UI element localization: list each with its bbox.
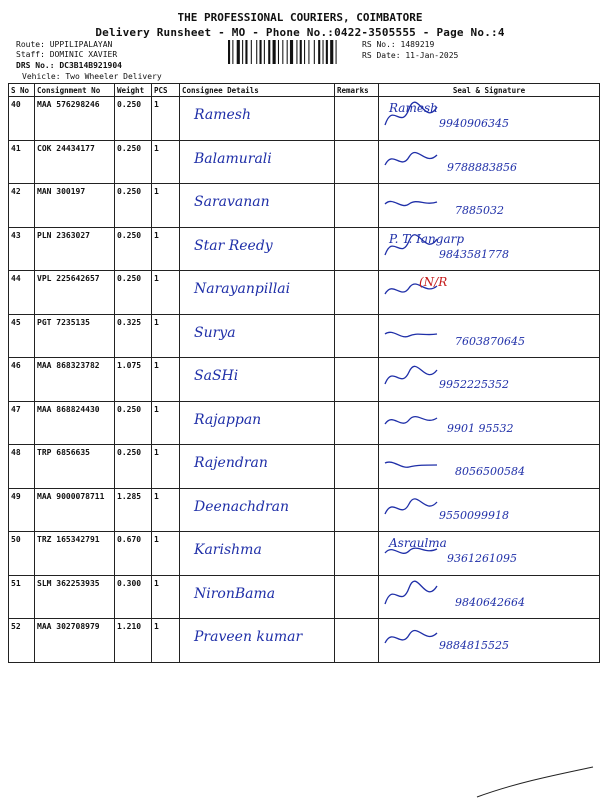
table-row [9, 271, 600, 315]
corner-pen-stroke [475, 765, 595, 800]
consignee-name-handwritten: Narayanpillai [194, 281, 291, 297]
consignee-name-handwritten: Star Reedy [194, 237, 273, 254]
receiver-phone-handwritten: 9901 95532 [447, 421, 514, 435]
row-remarks [335, 227, 379, 271]
row-remarks [335, 445, 379, 489]
row-weight: 1.285 [115, 488, 152, 532]
rs-no-line [362, 40, 434, 49]
table-row [9, 184, 600, 228]
row-pcs: 1 [152, 97, 180, 141]
row-consignee [180, 271, 335, 315]
row-consignee [180, 184, 335, 228]
row-consignment-no: PLN 2363027 [35, 227, 115, 271]
receiver-phone-handwritten: 7603870645 [455, 334, 525, 348]
row-consignment-no: PGT 7235135 [35, 314, 115, 358]
row-sno: 45 [9, 314, 35, 358]
rs-date-value: 11-Jan-2025 [405, 51, 459, 60]
staff-label: Staff: [16, 50, 45, 59]
row-weight: 0.250 [115, 271, 152, 315]
row-consignee [180, 488, 335, 532]
route-line [16, 40, 112, 49]
row-remarks [335, 140, 379, 184]
staff-line [16, 50, 117, 59]
row-remarks [335, 575, 379, 619]
row-weight: 0.250 [115, 401, 152, 445]
table-row [9, 227, 600, 271]
signature-scribble [379, 402, 449, 440]
row-pcs: 1 [152, 227, 180, 271]
row-remarks [335, 488, 379, 532]
signature-scribble [379, 141, 449, 179]
barcode-bar [268, 40, 270, 64]
row-remarks [335, 271, 379, 315]
table-row [9, 619, 600, 663]
row-sno: 49 [9, 488, 35, 532]
table-row [9, 532, 600, 576]
row-consignment-no: TRZ 165342791 [35, 532, 115, 576]
receiver-phone-handwritten: 9843581778 [439, 247, 509, 261]
row-signature [379, 97, 600, 141]
row-sno: 43 [9, 227, 35, 271]
table-row [9, 401, 600, 445]
row-remarks [335, 184, 379, 228]
row-remarks [335, 358, 379, 402]
drs-value: DC3B14B921904 [59, 61, 122, 70]
row-sno: 52 [9, 619, 35, 663]
route-label: Route: [16, 40, 45, 49]
barcode-bar [318, 40, 320, 64]
row-pcs: 1 [152, 184, 180, 228]
row-weight: 1.075 [115, 358, 152, 402]
table-row [9, 358, 600, 402]
row-sno: 50 [9, 532, 35, 576]
consignee-name-handwritten: Saravanan [194, 194, 270, 210]
rs-no-label: RS No.: [362, 40, 396, 49]
barcode-bar [228, 40, 230, 64]
row-consignee [180, 97, 335, 141]
barcode-bar [251, 40, 252, 64]
row-weight: 0.250 [115, 140, 152, 184]
row-consignment-no: MAN 300197 [35, 184, 115, 228]
barcode-image [228, 40, 352, 64]
col-consignment: Consignment No [35, 84, 115, 97]
row-consignment-no: COK 24434177 [35, 140, 115, 184]
row-signature [379, 401, 600, 445]
row-remarks [335, 314, 379, 358]
table-row [9, 140, 600, 184]
row-pcs: 1 [152, 401, 180, 445]
consignee-name-handwritten: NironBama [194, 585, 276, 602]
table-row [9, 97, 600, 141]
rs-date-label: RS Date: [362, 51, 401, 60]
consignee-name-handwritten: SaSHi [194, 368, 239, 384]
signature-scribble [379, 184, 449, 222]
row-signature [379, 227, 600, 271]
consignee-name-handwritten: Balamurali [194, 150, 272, 167]
barcode-bar [336, 40, 337, 64]
signature-scribble [379, 576, 449, 614]
row-consignment-no: SLM 362253935 [35, 575, 115, 619]
barcode-bar [278, 40, 279, 64]
col-weight: Weight [115, 84, 152, 97]
row-sno: 51 [9, 575, 35, 619]
row-pcs: 1 [152, 445, 180, 489]
row-consignment-no: MAA 868824430 [35, 401, 115, 445]
row-pcs: 1 [152, 140, 180, 184]
row-pcs: 1 [152, 532, 180, 576]
row-remarks [335, 97, 379, 141]
route-value: UPPILIPALAYAN [49, 40, 113, 49]
table-row [9, 445, 600, 489]
row-consignment-no: TRP 6856635 [35, 445, 115, 489]
barcode-bar [264, 40, 265, 64]
row-consignee [180, 358, 335, 402]
row-consignee [180, 619, 335, 663]
row-remarks [335, 532, 379, 576]
row-pcs: 1 [152, 619, 180, 663]
row-consignment-no: MAA 9000078711 [35, 488, 115, 532]
receiver-phone-handwritten: 9361261095 [447, 552, 517, 565]
row-consignee [180, 227, 335, 271]
barcode-bar [282, 40, 283, 64]
receiver-phone-handwritten: 9788883856 [447, 160, 517, 174]
row-consignee [180, 445, 335, 489]
company-title: THE PROFESSIONAL COURIERS, COIMBATORE [177, 11, 423, 24]
row-pcs: 1 [152, 575, 180, 619]
row-weight: 0.300 [115, 575, 152, 619]
signature-text-handwritten: Asraulma [389, 536, 447, 550]
barcode-bar [308, 40, 309, 64]
row-sno: 41 [9, 140, 35, 184]
row-consignment-no: MAA 868323782 [35, 358, 115, 402]
barcode-bar [260, 40, 262, 64]
runsheet-table [8, 83, 600, 663]
barcode-bar [273, 40, 276, 64]
row-signature [379, 271, 600, 315]
consignee-name-handwritten: Praveen kumar [194, 629, 303, 645]
col-pcs: PCS [152, 84, 180, 97]
receiver-phone-handwritten: 9884815525 [439, 639, 509, 652]
consignee-name-handwritten: Rajendran [194, 455, 268, 471]
signature-scribble [379, 445, 449, 483]
drs-line [16, 61, 122, 70]
row-weight: 0.250 [115, 227, 152, 271]
signature-text-handwritten: Ramesh [389, 101, 438, 115]
row-consignee [180, 401, 335, 445]
table-header-row [9, 84, 600, 97]
rs-no-value: 1489219 [400, 40, 435, 49]
consignee-name-handwritten: Deenachdran [194, 498, 290, 515]
barcode-bar [237, 40, 240, 64]
row-consignee [180, 532, 335, 576]
barcode-bar [245, 40, 247, 64]
barcode-bar [300, 40, 302, 64]
table-row [9, 575, 600, 619]
row-consignee [180, 140, 335, 184]
row-pcs: 1 [152, 358, 180, 402]
consignee-name-handwritten: Karishma [194, 542, 262, 558]
barcode-bar [232, 40, 233, 64]
signature-text-handwritten: (N/R [419, 275, 448, 289]
consignee-name-handwritten: Surya [194, 324, 236, 341]
row-signature [379, 488, 600, 532]
drs-label: DRS No.: [16, 61, 55, 70]
consignee-name-handwritten: Rajappan [194, 411, 262, 428]
row-signature [379, 314, 600, 358]
row-signature [379, 575, 600, 619]
barcode-bar [256, 40, 257, 64]
receiver-phone-handwritten: 9940906345 [439, 117, 509, 130]
receiver-phone-handwritten: 9550099918 [439, 508, 509, 522]
vehicle-line [22, 72, 162, 81]
staff-value: DOMINIC XAVIER [49, 50, 118, 59]
row-weight: 0.325 [115, 314, 152, 358]
row-weight: 0.250 [115, 445, 152, 489]
row-consignee [180, 575, 335, 619]
col-sno: S No [9, 84, 35, 97]
row-remarks [335, 401, 379, 445]
row-pcs: 1 [152, 488, 180, 532]
row-weight: 0.670 [115, 532, 152, 576]
barcode-bar [314, 40, 315, 64]
barcode-bar [287, 40, 288, 64]
rs-date-line [362, 51, 458, 60]
barcode-bar [242, 40, 243, 64]
row-pcs: 1 [152, 271, 180, 315]
receiver-phone-handwritten: 9952225352 [439, 378, 509, 391]
barcode-bar [290, 40, 293, 64]
row-pcs: 1 [152, 314, 180, 358]
signature-scribble [379, 315, 449, 353]
barcode-bar [304, 40, 305, 64]
barcode-bar [323, 40, 324, 64]
receiver-phone-handwritten: 7885032 [455, 204, 504, 217]
consignee-name-handwritten: Ramesh [194, 107, 251, 123]
vehicle-label: Vehicle: [22, 72, 61, 81]
row-signature [379, 358, 600, 402]
row-weight: 0.250 [115, 97, 152, 141]
row-weight: 0.250 [115, 184, 152, 228]
row-sno: 47 [9, 401, 35, 445]
vehicle-value: Two Wheeler Delivery [65, 72, 162, 81]
row-consignment-no: VPL 225642657 [35, 271, 115, 315]
receiver-phone-handwritten: 9840642664 [455, 595, 525, 609]
row-signature [379, 445, 600, 489]
row-sno: 42 [9, 184, 35, 228]
barcode-bar [326, 40, 328, 64]
row-weight: 1.210 [115, 619, 152, 663]
table-row [9, 488, 600, 532]
table-row [9, 314, 600, 358]
row-sno: 44 [9, 271, 35, 315]
col-remarks: Remarks [335, 84, 379, 97]
receiver-phone-handwritten: 8056500584 [455, 465, 525, 478]
row-signature [379, 532, 600, 576]
signature-text-handwritten: P. T. Iangarp [389, 231, 465, 246]
col-consignee: Consignee Details [180, 84, 335, 97]
row-sno: 48 [9, 445, 35, 489]
row-signature [379, 619, 600, 663]
barcode-bar [330, 40, 333, 64]
row-sno: 40 [9, 97, 35, 141]
row-consignment-no: MAA 302708979 [35, 619, 115, 663]
row-consignee [180, 314, 335, 358]
row-consignment-no: MAA 576298246 [35, 97, 115, 141]
row-signature [379, 140, 600, 184]
col-signature: Seal & Signature [379, 84, 600, 97]
runsheet-subtitle: Delivery Runsheet - MO - Phone No.:0422-3505555 - Page No.:4 [95, 26, 505, 39]
barcode-bar [296, 40, 297, 64]
row-sno: 46 [9, 358, 35, 402]
row-remarks [335, 619, 379, 663]
row-signature [379, 184, 600, 228]
